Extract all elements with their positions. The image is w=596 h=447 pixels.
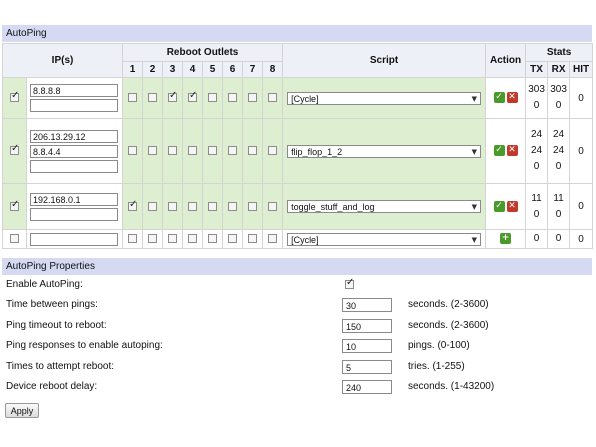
ip-input[interactable]: 8.8.4.4: [30, 145, 118, 158]
outlet-7-checkbox[interactable]: [248, 202, 257, 211]
outlet-1-checkbox[interactable]: [128, 234, 137, 243]
autoping-table: [2, 43, 593, 249]
outlet-6-checkbox[interactable]: [228, 93, 237, 102]
outlet-1-checkbox[interactable]: [128, 202, 137, 211]
outlet-5-checkbox[interactable]: [208, 93, 217, 102]
stat-col-tx: TX: [526, 62, 548, 78]
ip-input[interactable]: [30, 160, 118, 173]
stat-hit: 0: [578, 145, 584, 157]
stat-rx: 24: [553, 145, 565, 156]
script-select-value: [Cycle]: [291, 234, 319, 245]
autoping-row: [3, 78, 593, 119]
stat-rx: 0: [555, 100, 562, 111]
ip-input[interactable]: 206.13.29.12: [30, 130, 118, 143]
checkmark-icon[interactable]: ✓: [495, 92, 503, 103]
dropdown-arrow-icon: ▼: [471, 203, 478, 211]
ips-header: IP(s): [3, 44, 123, 78]
stat-col-rx: RX: [548, 62, 570, 78]
properties-section-header: [2, 258, 592, 275]
property-label: Ping responses to enable autoping:: [6, 340, 163, 351]
delete-x-icon[interactable]: ✕: [508, 145, 516, 156]
property-input[interactable]: 5: [342, 360, 392, 374]
stat-rx: 0: [555, 233, 562, 244]
action-header: Action: [486, 44, 526, 78]
outlet-number-6: 6: [223, 62, 243, 78]
stats-header: Stats: [526, 44, 593, 62]
script-select[interactable]: [287, 145, 481, 158]
outlet-4-checkbox[interactable]: [188, 234, 197, 243]
outlet-2-checkbox[interactable]: [148, 202, 157, 211]
outlet-number-4: 4: [183, 62, 203, 78]
outlet-7-checkbox[interactable]: [248, 146, 257, 155]
outlet-4-checkbox[interactable]: [188, 202, 197, 211]
ip-input[interactable]: 8.8.8.8: [30, 84, 118, 97]
property-row: [2, 316, 592, 336]
outlet-4-checkbox[interactable]: [188, 93, 197, 102]
delete-x-icon[interactable]: ✕: [508, 200, 516, 211]
outlet-number-8: 8: [263, 62, 283, 78]
properties-title: AutoPing Properties: [6, 261, 95, 272]
outlet-3-checkbox[interactable]: [168, 146, 177, 155]
property-hint: tries. (1-255): [408, 360, 465, 372]
outlet-6-checkbox[interactable]: [228, 202, 237, 211]
outlet-number-2: 2: [143, 62, 163, 78]
outlet-8-checkbox[interactable]: [268, 146, 277, 155]
property-row: [2, 357, 592, 377]
stat-tx: 0: [533, 161, 540, 172]
outlet-8-checkbox[interactable]: [268, 202, 277, 211]
property-hint: pings. (0-100): [408, 340, 470, 351]
autoping-row: [3, 184, 593, 230]
stat-rx: 0: [555, 161, 562, 172]
outlet-7-checkbox[interactable]: [248, 234, 257, 243]
outlet-2-checkbox[interactable]: [148, 146, 157, 155]
stat-col-hit: HIT: [570, 62, 593, 78]
outlet-5-checkbox[interactable]: [208, 234, 217, 243]
outlet-5-checkbox[interactable]: [208, 146, 217, 155]
outlet-number-3: 3: [163, 62, 183, 78]
outlet-1-checkbox[interactable]: [128, 146, 137, 155]
stat-hit: 0: [578, 92, 584, 104]
ip-input[interactable]: 192.168.0.1: [30, 193, 118, 206]
property-row: [2, 336, 592, 356]
stat-rx: 0: [555, 208, 562, 220]
property-input[interactable]: 10: [342, 339, 392, 353]
ip-input[interactable]: [30, 233, 118, 246]
outlet-5-checkbox[interactable]: [208, 202, 217, 211]
stat-rx: 24: [553, 129, 565, 140]
property-row: [2, 295, 592, 315]
property-input[interactable]: 30: [342, 298, 392, 312]
enable-autoping-checkbox[interactable]: [345, 280, 354, 289]
autoping-section-header: [2, 25, 592, 42]
outlet-2-checkbox[interactable]: [148, 93, 157, 102]
property-label: Times to attempt reboot:: [6, 360, 115, 372]
outlet-number-1: 1: [123, 62, 143, 78]
apply-button[interactable]: Apply: [5, 403, 39, 418]
stat-tx: 0: [533, 233, 540, 244]
property-hint: seconds. (1-43200): [408, 381, 495, 392]
stat-tx: 24: [531, 129, 543, 140]
outlet-8-checkbox[interactable]: [268, 93, 277, 102]
property-label: Time between pings:: [6, 299, 98, 310]
outlet-6-checkbox[interactable]: [228, 146, 237, 155]
outlet-7-checkbox[interactable]: [248, 93, 257, 102]
outlet-3-checkbox[interactable]: [168, 234, 177, 243]
stat-hit: 0: [578, 201, 584, 212]
stat-hit: 0: [578, 233, 584, 245]
autoping-row: [3, 230, 593, 249]
dropdown-arrow-icon: ▼: [471, 147, 478, 156]
reboot-outlets-header: Reboot Outlets: [123, 44, 283, 62]
property-input[interactable]: 240: [342, 380, 392, 394]
ip-input[interactable]: [30, 208, 118, 221]
stat-tx: 0: [533, 208, 540, 220]
checkmark-icon[interactable]: ✓: [495, 200, 503, 211]
property-label: Device reboot delay:: [6, 381, 98, 392]
row-enable-checkbox[interactable]: [10, 202, 19, 211]
outlet-number-7: 7: [243, 62, 263, 78]
script-header: Script: [283, 44, 486, 78]
outlet-2-checkbox[interactable]: [148, 234, 157, 243]
property-row: [2, 377, 592, 397]
stat-rx: 11: [553, 192, 564, 204]
stat-tx: 0: [533, 100, 540, 111]
plus-icon[interactable]: +: [501, 233, 510, 244]
script-select-value: toggle_stuff_and_log: [291, 202, 375, 212]
property-hint: seconds. (2-3600): [408, 319, 489, 331]
autoping-title: AutoPing: [6, 28, 47, 39]
outlet-8-checkbox[interactable]: [268, 234, 277, 243]
row-enable-checkbox[interactable]: [10, 93, 19, 102]
property-input[interactable]: 150: [342, 319, 392, 333]
stat-rx: 303: [550, 84, 567, 95]
row-enable-checkbox[interactable]: [10, 234, 19, 243]
row-enable-checkbox[interactable]: [10, 146, 19, 155]
outlet-6-checkbox[interactable]: [228, 234, 237, 243]
autoping-row: [3, 119, 593, 184]
outlet-3-checkbox[interactable]: [168, 93, 177, 102]
delete-x-icon[interactable]: ✕: [508, 92, 516, 103]
outlet-4-checkbox[interactable]: [188, 146, 197, 155]
stat-tx: 11: [531, 192, 542, 204]
script-select-value: flip_flop_1_2: [291, 146, 343, 157]
stat-tx: 24: [531, 145, 543, 156]
dropdown-arrow-icon: ▼: [471, 235, 478, 244]
script-select-value: [Cycle]: [291, 93, 319, 104]
checkmark-icon[interactable]: ✓: [495, 145, 503, 156]
outlet-1-checkbox[interactable]: [128, 93, 137, 102]
outlet-3-checkbox[interactable]: [168, 202, 177, 211]
script-select[interactable]: [287, 92, 481, 105]
stat-tx: 303: [528, 84, 545, 95]
ip-input[interactable]: [30, 99, 118, 112]
dropdown-arrow-icon: ▼: [471, 94, 478, 103]
property-label: Ping timeout to reboot:: [6, 319, 107, 331]
outlet-number-5: 5: [203, 62, 223, 78]
property-hint: seconds. (2-3600): [408, 299, 489, 310]
enable-autoping-row: [2, 275, 592, 295]
enable-autoping-label: Enable AutoPing:: [6, 279, 83, 290]
script-select[interactable]: [287, 233, 481, 246]
script-select[interactable]: [287, 200, 481, 213]
